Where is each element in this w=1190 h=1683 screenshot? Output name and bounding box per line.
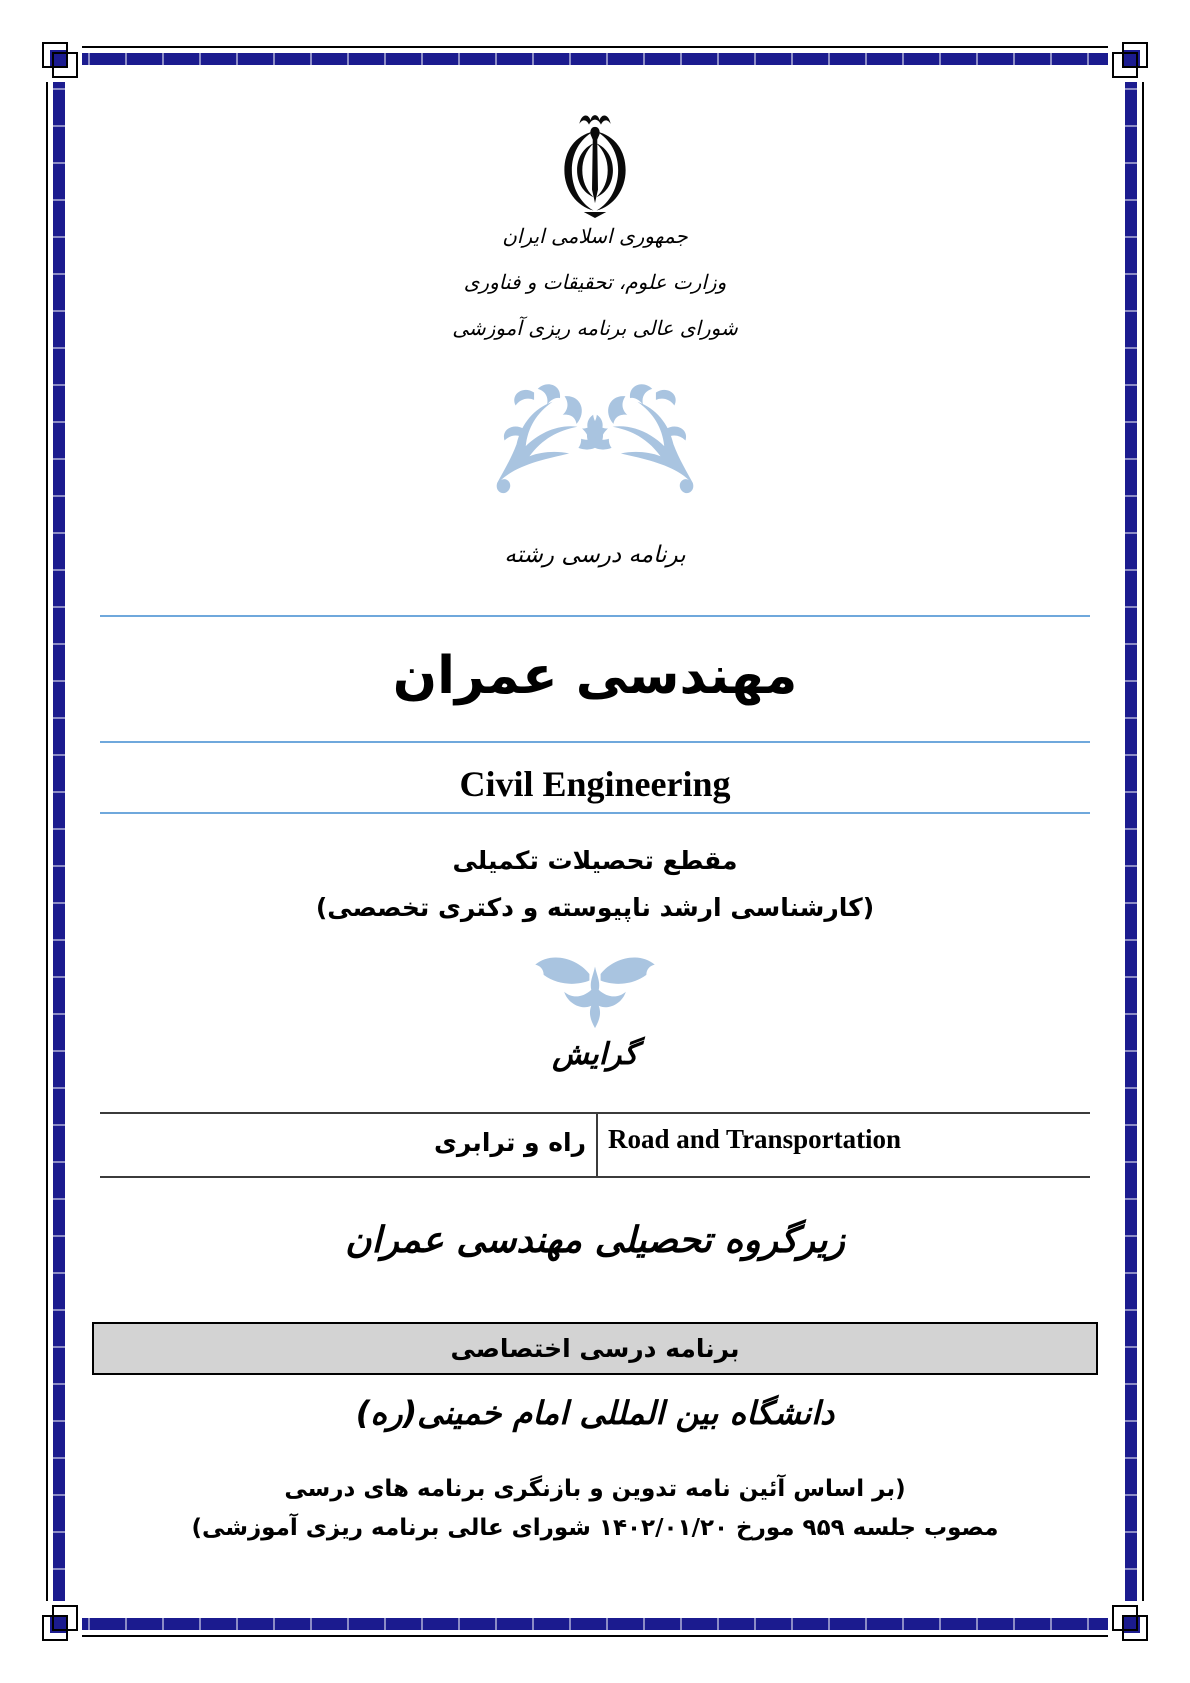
orientation-cell-fa: راه و ترابری <box>433 1128 586 1157</box>
table-top-rule <box>100 1112 1090 1114</box>
divider-rule-2 <box>100 741 1090 743</box>
program-of-field-label: برنامه درسی رشته <box>504 542 686 568</box>
university-name: دانشگاه بین المللی امام خمینی(ره) <box>355 1394 835 1432</box>
orientation-cell-en: Road and Transportation <box>608 1124 902 1154</box>
fleur-ornament-icon <box>0 946 1190 1030</box>
header-line-ministry: وزارت علوم، تحقیقات و فناوری <box>463 270 727 294</box>
page-title-en: Civil Engineering <box>459 764 731 804</box>
iran-national-emblem-icon <box>0 106 1190 224</box>
orientation-label: گرایش <box>552 1037 638 1072</box>
subgroup-title: زیرگروه تحصیلی مهندسی عمران <box>345 1220 845 1261</box>
divider-rule-1 <box>100 615 1090 617</box>
frame-band-top <box>53 53 1137 65</box>
floral-flourish-ornament-icon <box>0 383 1190 511</box>
frame-corner-bottom-right <box>1108 1601 1148 1641</box>
divider-rule-3 <box>100 812 1090 814</box>
frame-corner-top-left <box>42 42 82 82</box>
frame-corner-bottom-left <box>42 1601 82 1641</box>
approval-line-2: مصوب جلسه ۹۵۹ مورخ ۱۴۰۲/۰۱/۲۰ شورای عالی برنامه ریزی آموزشی) <box>191 1515 999 1541</box>
frame-band-bottom <box>53 1618 1137 1630</box>
specialized-curriculum-banner <box>92 1322 1098 1375</box>
table-column-divider <box>596 1112 598 1178</box>
banner-label: برنامه درسی اختصاصی <box>450 1334 740 1363</box>
frame-corner-top-right <box>1108 42 1148 82</box>
header-line-council: شورای عالی برنامه ریزی آموزشی <box>452 316 738 340</box>
approval-line-1: (بر اساس آئین نامه تدوین و بازنگری برنامه های درسی <box>284 1476 906 1502</box>
header-line-republic: جمهوری اسلامی ایران <box>502 224 688 248</box>
page-title-fa: مهندسی عمران <box>392 646 798 706</box>
level-line-graduate: مقطع تحصیلات تکمیلی <box>452 846 738 875</box>
table-bottom-rule <box>100 1176 1090 1178</box>
level-line-degrees: (کارشناسی ارشد ناپیوسته و دکتری تخصصی) <box>315 893 875 922</box>
